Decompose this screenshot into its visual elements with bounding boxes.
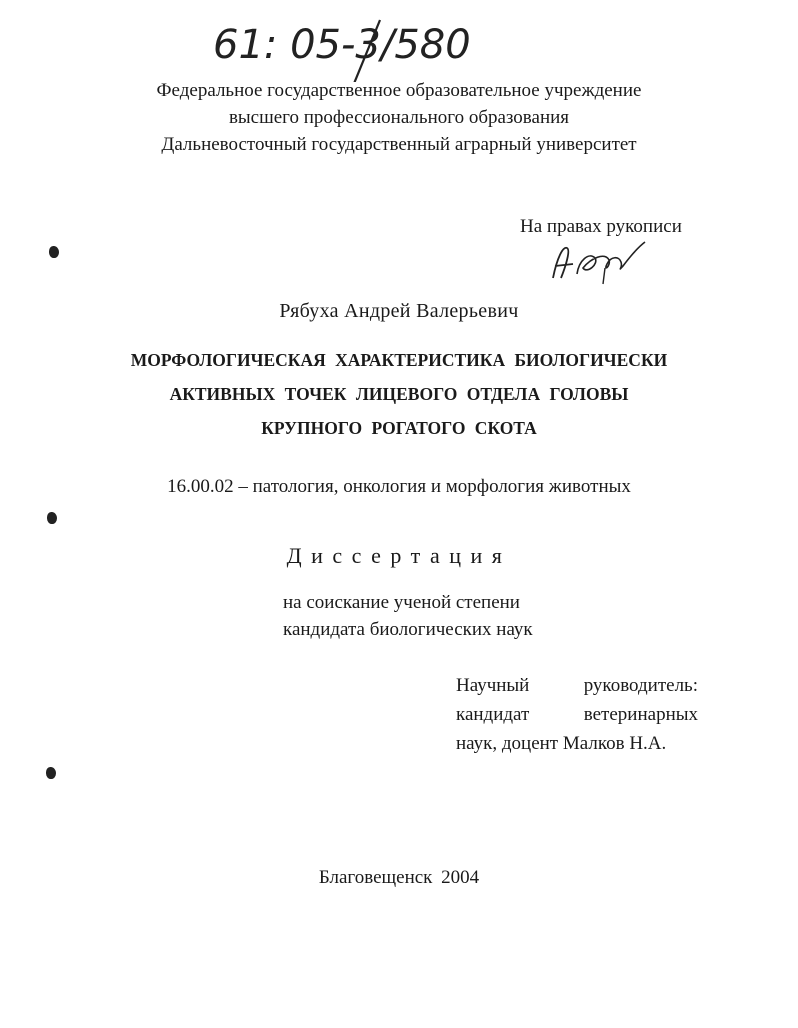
organization-line-3: Дальневосточный государственный аграрный университет bbox=[161, 134, 637, 155]
degree-line-2: кандидата биологических наук bbox=[283, 619, 533, 640]
degree-block bbox=[283, 589, 533, 643]
organization-line-1: Федеральное государственное образовательное учреждение bbox=[156, 80, 642, 101]
document-type: Диссертация bbox=[286, 543, 512, 568]
signature-icon bbox=[545, 238, 655, 286]
handwritten-code-text: 61: 05-3/580 bbox=[213, 22, 471, 68]
dissertation-title bbox=[0, 343, 798, 445]
supervisor-degree-word-1: кандидат bbox=[456, 704, 530, 725]
organization-line-2: высшего профессионального образования bbox=[228, 107, 570, 128]
organization-block bbox=[0, 77, 798, 158]
supervisor-label-word-1: Научный bbox=[456, 675, 530, 696]
manuscript-note: На правах рукописи bbox=[520, 216, 682, 237]
supervisor-block bbox=[456, 671, 698, 758]
supervisor-degree-word-2: ветеринарных bbox=[583, 704, 698, 725]
title-line-3: КРУПНОГО РОГАТОГО СКОТА bbox=[261, 418, 537, 438]
binding-hole-mark bbox=[49, 246, 59, 258]
city-year: Благовещенск 2004 bbox=[318, 867, 480, 888]
binding-hole-mark bbox=[47, 512, 57, 524]
supervisor-degree bbox=[456, 700, 698, 729]
supervisor-label bbox=[456, 671, 698, 700]
handwritten-archive-code bbox=[205, 12, 475, 82]
title-line-1: МОРФОЛОГИЧЕСКАЯ ХАРАКТЕРИСТИКА БИОЛОГИЧЕСКИ bbox=[130, 350, 668, 370]
supervisor-name: наук, доцент Малков Н.А. bbox=[456, 733, 667, 754]
specialty-code: 16.00.02 – патология, онкология и морфология животных bbox=[167, 476, 631, 497]
title-line-2: АКТИВНЫХ ТОЧЕК ЛИЦЕВОГО ОТДЕЛА ГОЛОВЫ bbox=[169, 384, 629, 404]
binding-hole-mark bbox=[46, 767, 56, 779]
author-name: Рябуха Андрей Валерьевич bbox=[279, 300, 519, 322]
supervisor-label-word-2: руководитель: bbox=[583, 675, 698, 696]
degree-line-1: на соискание ученой степени bbox=[283, 592, 520, 613]
